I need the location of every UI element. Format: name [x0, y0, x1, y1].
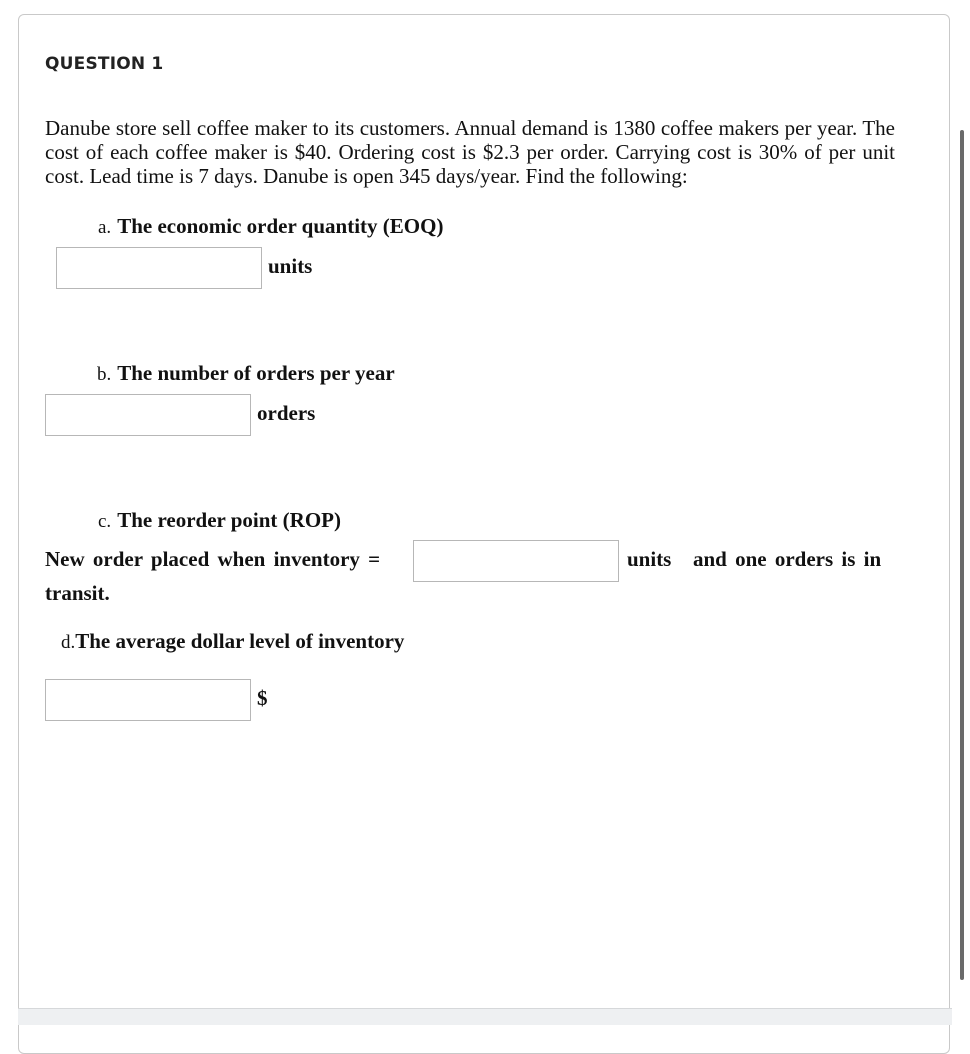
part-d-label: The average dollar level of inventory [75, 629, 405, 653]
eoq-input[interactable] [56, 247, 262, 289]
part-d-letter: d. [61, 632, 76, 653]
orders-unit: orders [257, 401, 316, 425]
part-a-heading [98, 214, 443, 239]
scrollbar[interactable] [960, 130, 964, 980]
question-title: QUESTION 1 [45, 54, 164, 74]
orders-per-year-input[interactable] [45, 394, 251, 436]
avg-inventory-input[interactable] [45, 679, 251, 721]
part-c-label: The reorder point (ROP) [117, 508, 341, 532]
eoq-unit: units [268, 254, 313, 278]
part-b-label: The number of orders per year [117, 361, 395, 385]
part-d-heading [61, 629, 404, 654]
part-a-letter: a. [98, 217, 112, 238]
part-c-letter: c. [98, 511, 112, 532]
rop-unit: units [627, 547, 672, 571]
part-c-heading [98, 508, 341, 533]
part-a-label: The economic order quantity (EOQ) [117, 214, 444, 238]
part-b-heading [97, 361, 395, 386]
rop-input[interactable] [413, 540, 619, 582]
dollar-unit: $ [257, 686, 268, 710]
rop-suffix: and one orders is in [693, 547, 882, 571]
question-text: Danube store sell coffee maker to its customers. Annual demand is 1380 coffee makers per year. The cost of each coffee maker is $40. Ordering cost is $2.3 per order. Carrying cost is 30% of per unit cost. Lead time is 7 days. Danube is open 345 days/year. Find the following: [45, 116, 895, 188]
rop-prefix: New order placed when inventory = [45, 547, 381, 571]
rop-suffix-continued: transit. [45, 581, 110, 605]
footer-bar [18, 1008, 952, 1025]
part-b-letter: b. [97, 364, 112, 385]
